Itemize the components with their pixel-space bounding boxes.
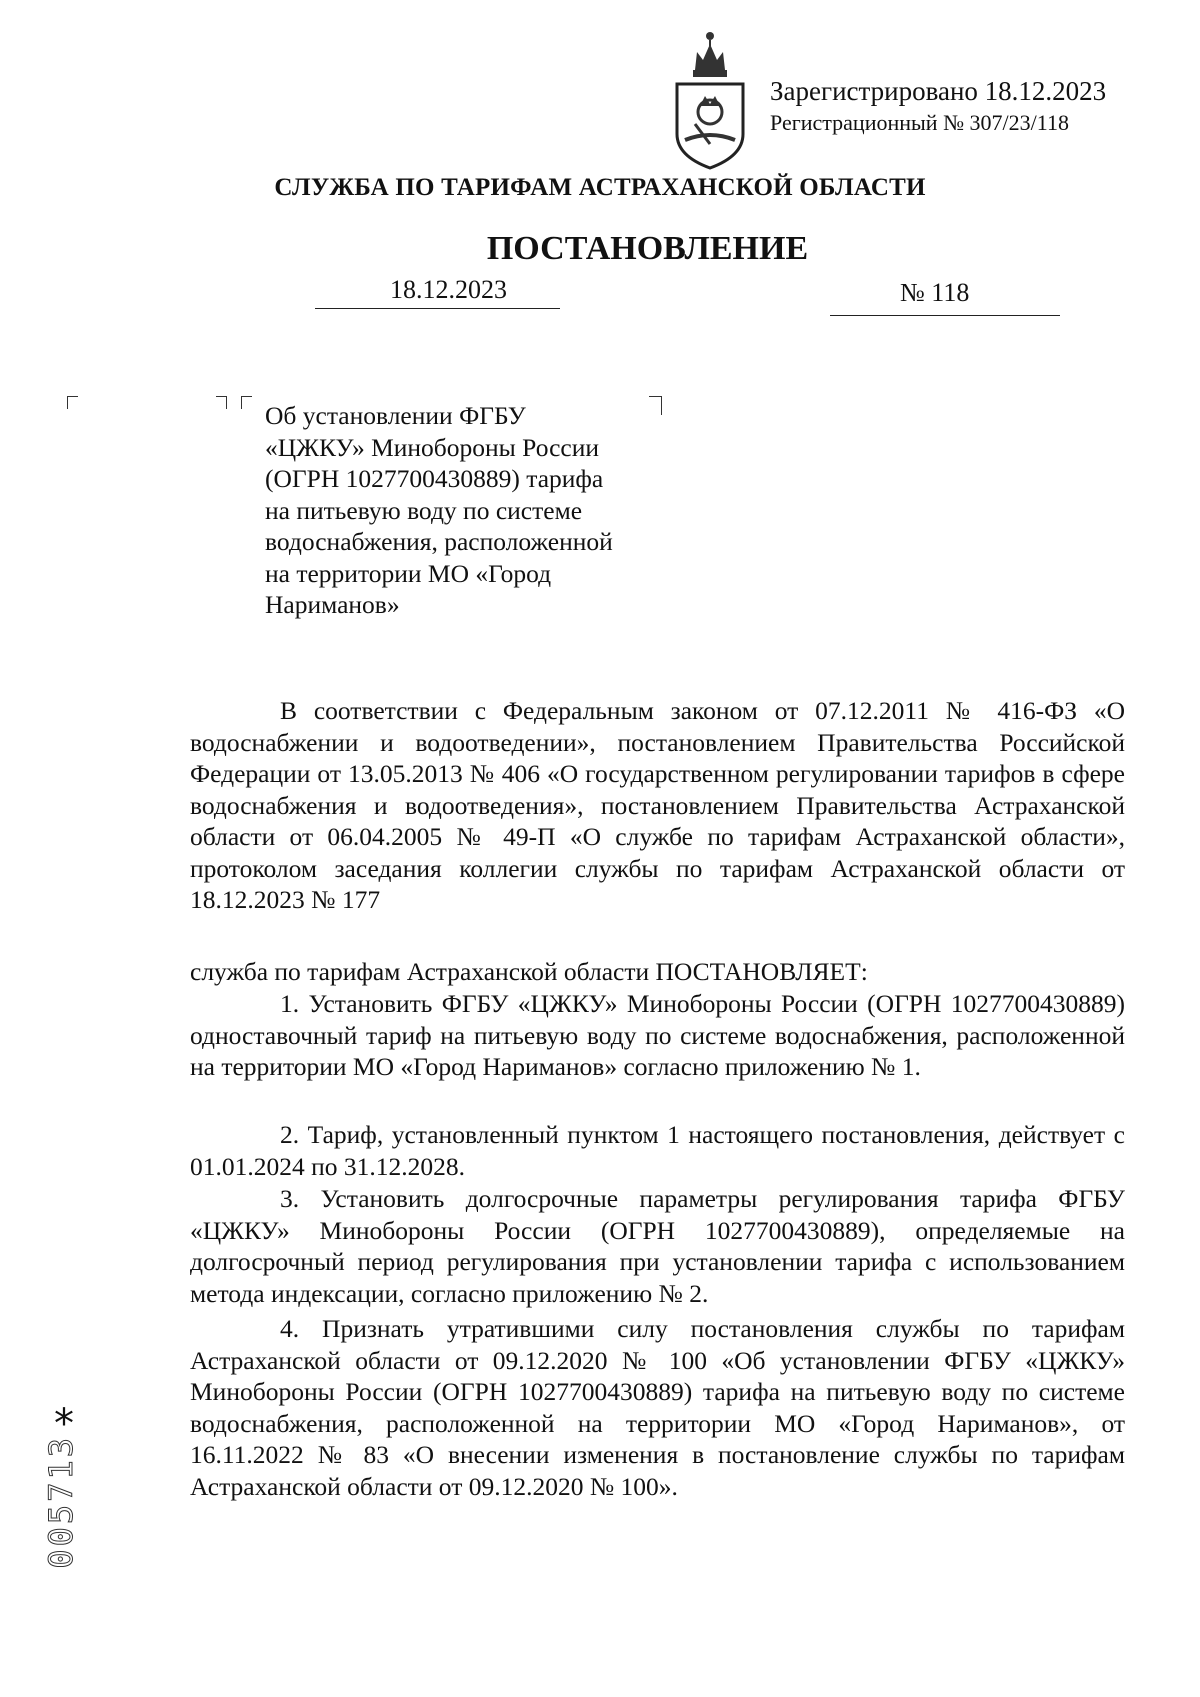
- document-subject: [265, 400, 685, 621]
- subject-line: на питьевую воду по системе: [265, 495, 583, 525]
- date-underline: [315, 308, 560, 309]
- clause-2: 2. Тариф, установленный пунктом 1 настоящего постановления, действует с 01.01.2024 по 31.12.2028.: [190, 1120, 1125, 1181]
- coat-of-arms-emblem: [655, 22, 765, 172]
- bracket-mark: [216, 396, 227, 409]
- subject-line: (ОГРН 1027700430889) тарифа: [265, 464, 604, 493]
- bracket-mark: [67, 396, 78, 409]
- decree-statement: служба по тарифам Астраханской области ПОСТАНОВЛЯЕТ:: [190, 957, 868, 986]
- margin-serial-number: 005713: [42, 1435, 80, 1569]
- subject-line: на территории МО «Город: [265, 558, 552, 588]
- preamble-paragraph: В соответствии с Федеральным законом от 07.12.2011 № 416-ФЗ «О водоснабжении и водоотведении», постановлением Правительства Российской Федерации от 13.05.2013 № 406 «О государственном регулировании тарифов в сфере водоснабжения и водоотведения», постановлением Правительства Астраханской области от 06.04.2005 № 49-П «О службе по тарифам Астраханской области», протоколом заседания коллегии службы по тарифам Астраханской области от 18.12.2023 № 177: [190, 696, 1125, 914]
- agency-name: СЛУЖБА ПО ТАРИФАМ АСТРАХАНСКОЙ ОБЛАСТИ: [274, 174, 926, 201]
- subject-line: «ЦЖКУ» Минобороны России: [265, 432, 600, 462]
- registration-number: Регистрационный № 307/23/118: [770, 110, 1069, 135]
- document-date: 18.12.2023: [390, 275, 507, 304]
- bracket-mark: [241, 396, 252, 409]
- clause-1: 1. Установить ФГБУ «ЦЖКУ» Минобороны России (ОГРН 1027700430889) одноставочный тариф на питьевую воду по системе водоснабжения, расположенной на территории МО «Город Нариманов» согласно приложению № 1.: [190, 989, 1125, 1081]
- clause-4: 4. Признать утратившими силу постановления службы по тарифам Астраханской области от 09.12.2020 № 100 «Об установлении ФГБУ «ЦЖКУ» Минобороны России (ОГРН 1027700430889) тарифа на питьевую воду по системе водоснабжения, расположенной на территории МО «Город Нариманов», от 16.11.2022 № 83 «О внесении изменения в постановление службы по тарифам Астраханской области от 09.12.2020 № 100».: [190, 1314, 1125, 1501]
- document-type: ПОСТАНОВЛЕНИЕ: [486, 230, 809, 267]
- subject-line: водоснабжения, расположенной: [265, 527, 613, 556]
- registration-date: Зарегистрировано 18.12.2023: [770, 76, 1107, 106]
- subject-line: Об установлении ФГБУ: [265, 401, 526, 430]
- number-underline: [830, 315, 1060, 316]
- subject-line: Нариманов»: [265, 590, 400, 619]
- margin-star-mark: *: [54, 1401, 74, 1447]
- clause-3: 3. Установить долгосрочные параметры регулирования тарифа ФГБУ «ЦЖКУ» Минобороны России (ОГРН 1027700430889), определяемые на долгосрочный период регулирования при установлении тарифа с использованием метода индексации, согласно приложению № 2.: [190, 1184, 1125, 1308]
- document-number: № 118: [900, 278, 970, 307]
